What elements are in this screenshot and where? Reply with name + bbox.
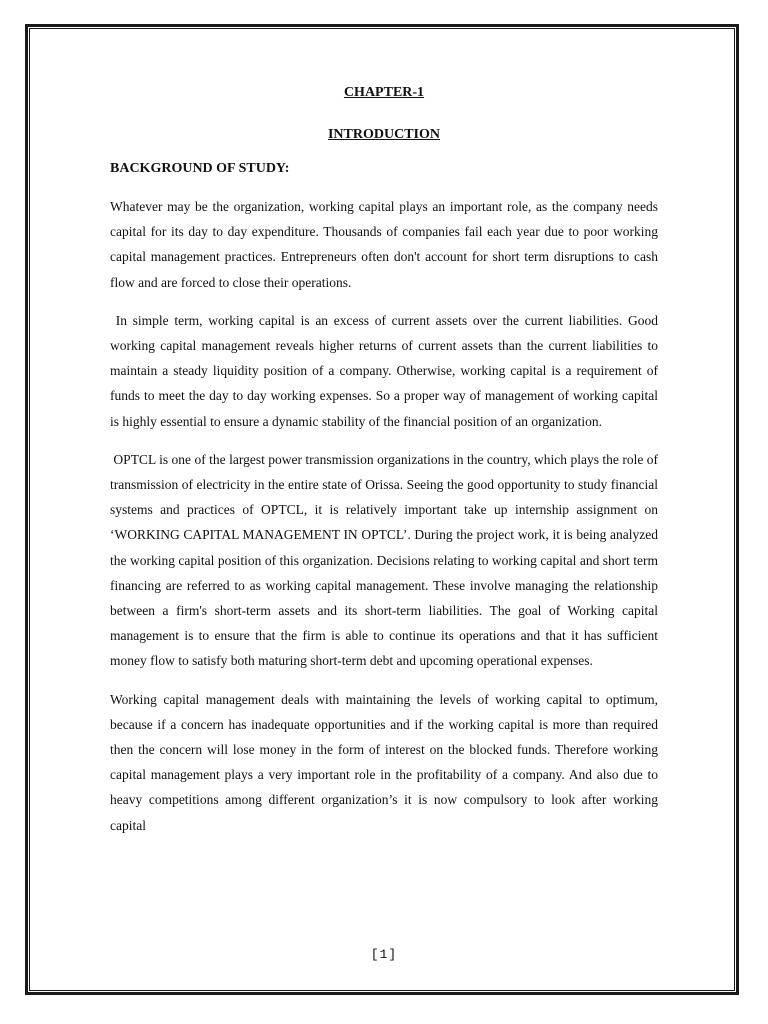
page-number: [1] [370, 947, 398, 962]
paragraph-4: Working capital management deals with maintaining the levels of working capital to optimum, because if a concern has inadequate opportunities and if the working capital is more than required then the concern will lose money in the form of interest on the blocked funds. Therefore working capital management plays a very important role in the profitability of a company. And also due to heavy competitions among different organization’s it is now compulsory to look after working capital [110, 691, 658, 833]
document-body [110, 84, 658, 851]
section-heading: BACKGROUND OF STUDY: [110, 161, 290, 176]
chapter-title: INTRODUCTION [327, 127, 440, 142]
paragraph-2: In simple term, working capital is an excess of current assets over the current liabilities. Good working capital management reveals higher returns of current assets than the current liabilities to maintain a steady liquidity position of a company. Otherwise, working capital is a requirement of funds to meet the day to day working expenses. So a proper way of management of working capital is highly essential to ensure a dynamic stability of the financial position of an organization. [110, 312, 658, 429]
paragraph-3: OPTCL is one of the largest power transmission organizations in the country, which plays the role of transmission of electricity in the entire state of Orissa. Seeing the good opportunity to study financial systems and practices of OPTCL, it is relatively important take up internship assignment on ‘WORKING CAPITAL MANAGEMENT IN OPTCL’. During the project work, it is being analyzed the working capital position of this organization. Decisions relating to working capital and short term financing are referred to as working capital management. These involve managing the relationship between a firm's short-term assets and its short-term liabilities. The goal of Working capital management is to ensure that the firm is able to continue its operations and that it has sufficient money flow to satisfy both maturing short-term debt and upcoming operational expenses. [110, 451, 658, 669]
chapter-number: CHAPTER-1 [343, 85, 425, 100]
paragraph-1: Whatever may be the organization, working capital plays an important role, as the company needs capital for its day to day expenditure. Thousands of companies fail each year due to poor working capital management practices. Entrepreneurs often don't account for short term disruptions to cash flow and are forced to close their operations. [110, 199, 658, 290]
